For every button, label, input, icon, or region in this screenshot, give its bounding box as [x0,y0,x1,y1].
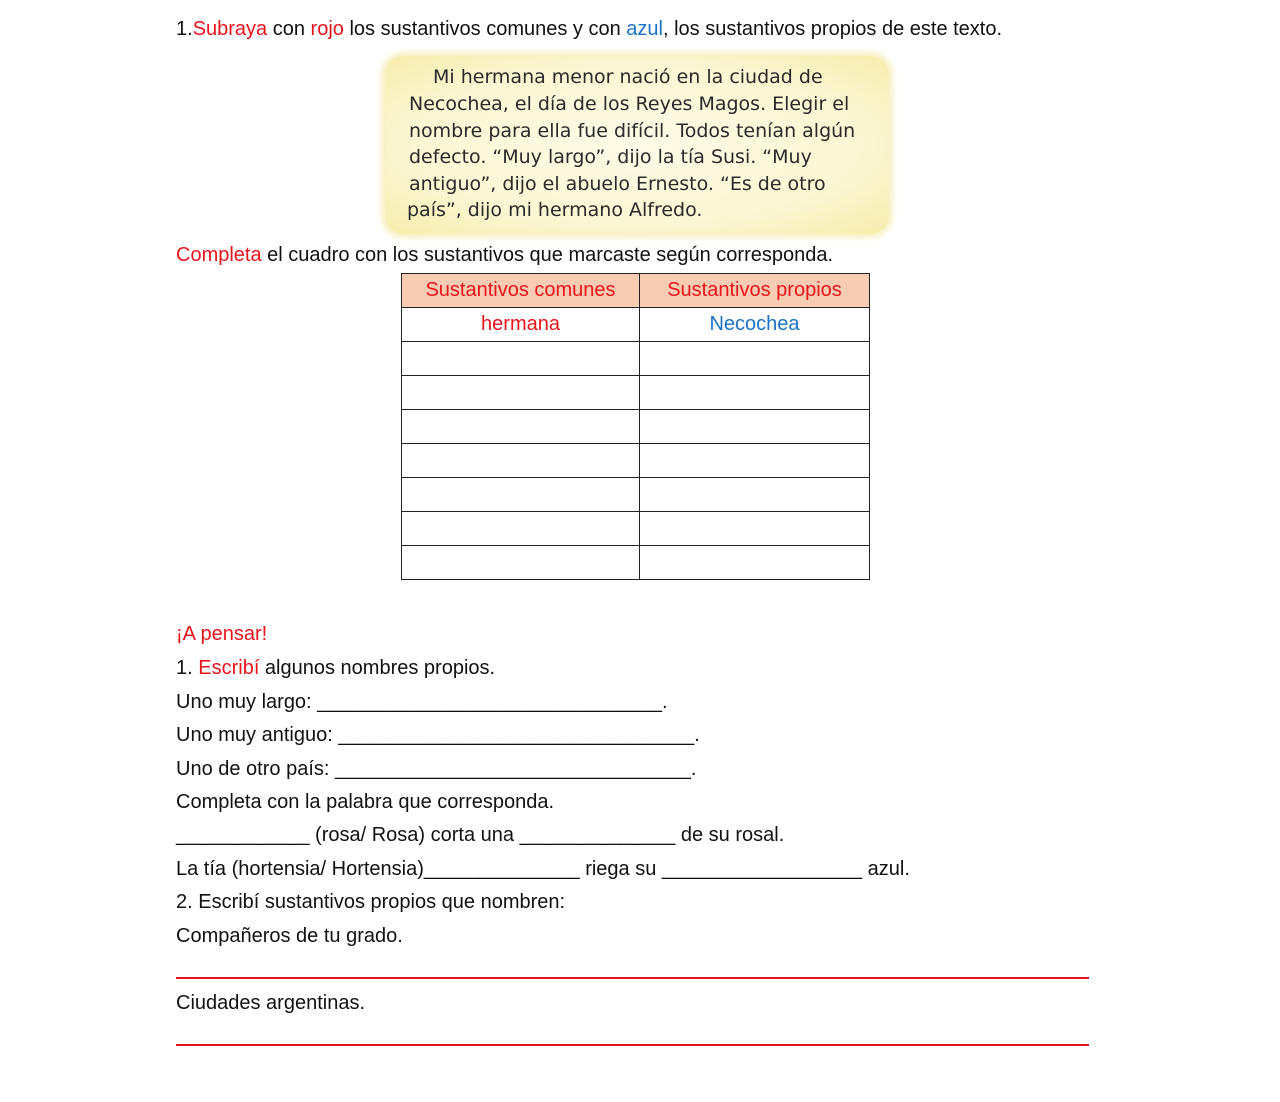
reading-line: defecto. “Muy largo”, dijo la tía Susi. “Muy [409,146,812,168]
proper-noun-cell[interactable] [640,478,870,512]
exercise-1-instruction [176,17,1002,41]
sentence-text: (rosa/ Rosa) corta una [309,824,520,846]
color-red-word: rojo [310,18,344,40]
proper-noun-cell[interactable] [640,546,870,580]
long-name-blank[interactable]: _______________________________. [317,691,668,713]
foreign-name-blank[interactable]: ________________________________. [334,758,697,780]
proper-noun-cell[interactable] [640,512,870,546]
table-row [402,478,870,512]
section-title: ¡A pensar! [176,623,268,645]
foreign-name-label: Uno de otro país: [176,758,335,780]
table-instruction [176,243,833,267]
table-header-row [402,274,870,308]
common-noun-cell[interactable] [402,410,640,444]
proper-noun-cell: Necochea [640,308,870,342]
rosa-sentence [176,823,784,847]
header-common-nouns: Sustantivos comunes [402,274,640,308]
common-noun-cell[interactable] [402,376,640,410]
common-noun-cell[interactable] [402,478,640,512]
reading-line: país”, dijo mi hermano Alfredo. [407,199,703,221]
reading-line: Necochea, el día de los Reyes Magos. Elegir el [409,93,850,115]
proper-noun-cell[interactable] [640,342,870,376]
exercise-number: 1. [176,18,193,40]
hortensia-blank-2[interactable]: __________________ [661,858,863,880]
instruction-verb: Completa [176,244,262,266]
table-row [402,546,870,580]
table-row [402,410,870,444]
sentence-text: azul. [862,858,910,880]
reading-line: nombre para ella fue difícil. Todos tenían algún [409,120,856,142]
proper-noun-cell[interactable] [640,410,870,444]
table-row [402,376,870,410]
instruction-verb: Subraya [192,18,268,40]
long-name-label: Uno muy largo: [176,691,318,713]
question-text: algunos nombres propios. [259,657,496,679]
sentence-text: de su rosal. [675,824,785,846]
reading-line: antiguo”, dijo el abuelo Ernesto. “Es de otro [409,173,826,195]
hortensia-blank-1[interactable]: ______________ [423,858,580,880]
rosa-blank-1[interactable]: ____________ [176,824,310,846]
common-noun-cell: hermana [402,308,640,342]
common-noun-cell[interactable] [402,546,640,580]
question-2: 2. Escribí sustantivos propios que nombren: [176,891,566,913]
proper-noun-cell[interactable] [640,376,870,410]
proper-noun-cell[interactable] [640,444,870,478]
instruction-text: los sustantivos comunes y con [343,18,627,40]
classmates-prompt: Compañeros de tu grado. [176,925,403,947]
sentence-text: La tía (hortensia/ Hortensia) [176,858,424,880]
old-name-label: Uno muy antiguo: [176,724,339,746]
instruction-text: el cuadro con los sustantivos que marcaste según corresponda. [261,244,834,266]
nouns-table [401,273,870,580]
classmates-answer-line[interactable] [176,977,1089,979]
reading-passage [385,56,889,234]
table-row [402,512,870,546]
reading-line: Mi hermana menor nació en la ciudad de [433,66,823,88]
common-noun-cell[interactable] [402,342,640,376]
long-name-row [176,690,668,714]
header-proper-nouns: Sustantivos propios [640,274,870,308]
table-row [402,444,870,478]
sentence-text: riega su [579,858,662,880]
question-verb: Escribí [198,657,260,679]
complete-word-instruction: Completa con la palabra que corresponda. [176,791,555,813]
old-name-row [176,723,700,747]
color-blue-word: azul [626,18,663,40]
table-row [402,308,870,342]
common-noun-cell[interactable] [402,444,640,478]
cities-prompt: Ciudades argentinas. [176,992,366,1014]
foreign-name-row [176,757,696,781]
question-number: 1. [176,657,199,679]
rosa-blank-2[interactable]: ______________ [519,824,676,846]
common-noun-cell[interactable] [402,512,640,546]
cities-answer-line[interactable] [176,1044,1089,1046]
table-row [402,342,870,376]
question-1 [176,656,495,680]
old-name-blank[interactable]: ________________________________. [338,724,700,746]
instruction-text: con [267,18,311,40]
instruction-text: , los sustantivos propios de este texto. [662,18,1003,40]
hortensia-sentence [176,857,910,881]
